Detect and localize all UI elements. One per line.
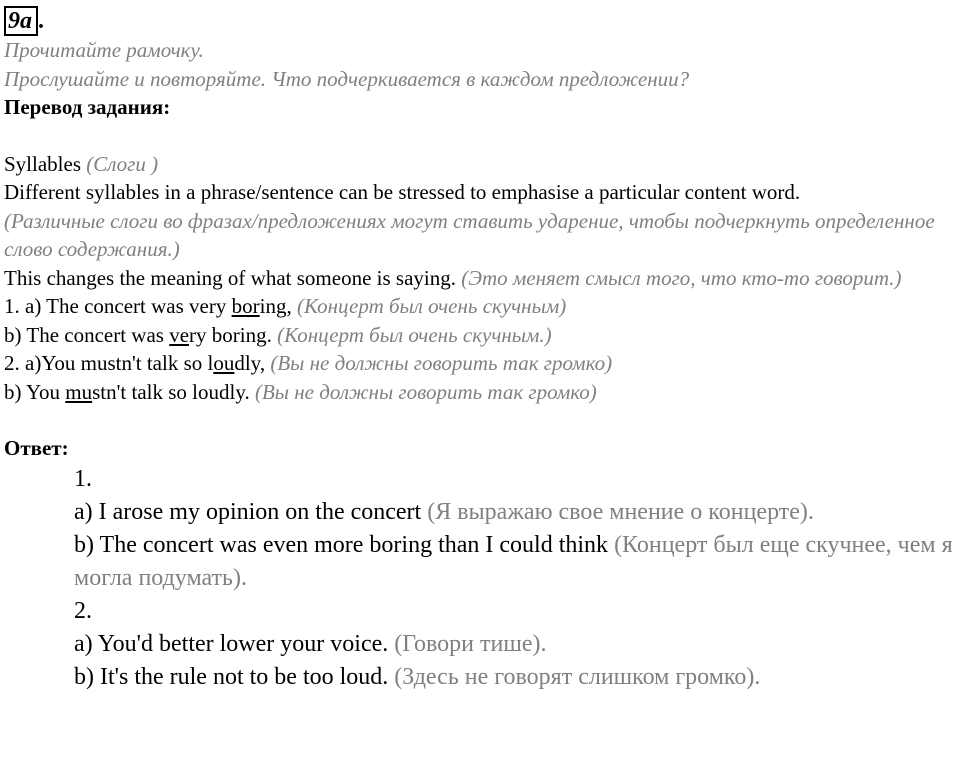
example-1a [4,292,956,321]
spacer [4,406,956,434]
exercise-header [4,0,956,36]
instruction-line-2: Прослушайте и повторяйте. Что подчеркивается в каждом предложении? [4,66,690,91]
document-page [4,0,956,694]
box-meaning-en: This changes the meaning of what someone is saying. [4,265,456,290]
example-1a-ru: (Концерт был очень скучным) [296,294,567,318]
example-2a-pre: 2. a)You mustn't talk so l [4,351,214,375]
answer-1b-ru: (Концерт был еще скучнее, чем я могла подумать). [74,531,953,591]
example-2a [4,349,956,378]
answer-2b-ru: (Здесь не говорят слишком громко). [394,663,761,690]
translation-heading: Перевод задания: [4,95,171,119]
example-2b-ru: (Вы не должны говорить так громко) [254,379,597,404]
box-title [4,150,956,179]
answer-block [4,463,956,694]
answer-2b [74,661,956,694]
box-meaning-ru: (Это меняет смысл того, что кто-то говорит.) [461,265,902,290]
answer-number-2: 2. [74,597,92,624]
example-2b-post: stn't talk so loudly. [92,379,250,404]
example-2b-stress: mu [65,379,93,404]
spacer [4,122,956,150]
example-2a-stress: ou [213,351,235,375]
example-2a-post: dly, [234,351,266,375]
box-title-en: Syllables [4,151,81,176]
example-1a-post: ing, [259,294,292,318]
answer-2a [74,628,956,661]
answer-1b-en: b) The concert was even more boring than I could think [74,531,609,558]
box-meaning [4,264,956,293]
answer-1a-en: a) I arose my opinion on the concert [74,498,422,525]
answer-1a-ru: (Я выражаю свое мнение о концерте). [427,498,814,525]
example-1b-pre: b) The concert was [4,322,170,347]
box-rule-en: Different syllables in a phrase/sentence can be stressed to emphasise a particular content word. [4,180,801,204]
answer-number-1: 1. [74,465,92,492]
answer-1a [74,496,956,529]
example-2b [4,378,956,407]
answer-2a-ru: (Говори тише). [394,630,547,657]
exercise-number-badge: 9a [4,6,38,36]
instruction-line-1: Прочитайте рамочку. [4,38,204,62]
answer-2b-en: b) It's the rule not to be too loud. [74,663,389,690]
answer-2a-en: a) You'd better lower your voice. [74,630,389,657]
example-1b-stress: ve [169,322,190,347]
answer-1b [74,529,956,595]
example-1b-post: ry boring. [189,322,272,347]
example-2a-ru: (Вы не должны говорить так громко) [270,351,613,375]
example-1a-pre: 1. a) The concert was very [4,294,232,318]
example-1b-ru: (Концерт был очень скучным.) [277,322,552,347]
exercise-number-dot: . [38,8,44,34]
example-1a-stress: bor [231,294,260,318]
box-title-ru: (Слоги ) [86,151,159,176]
example-1b [4,321,956,350]
answer-heading: Ответ: [4,436,69,460]
example-2b-pre: b) You [4,379,66,404]
box-rule-ru: (Различные слоги во фразах/предложениях могут ставить ударение, чтобы подчеркнуть определенное слово содержания.) [4,208,935,261]
